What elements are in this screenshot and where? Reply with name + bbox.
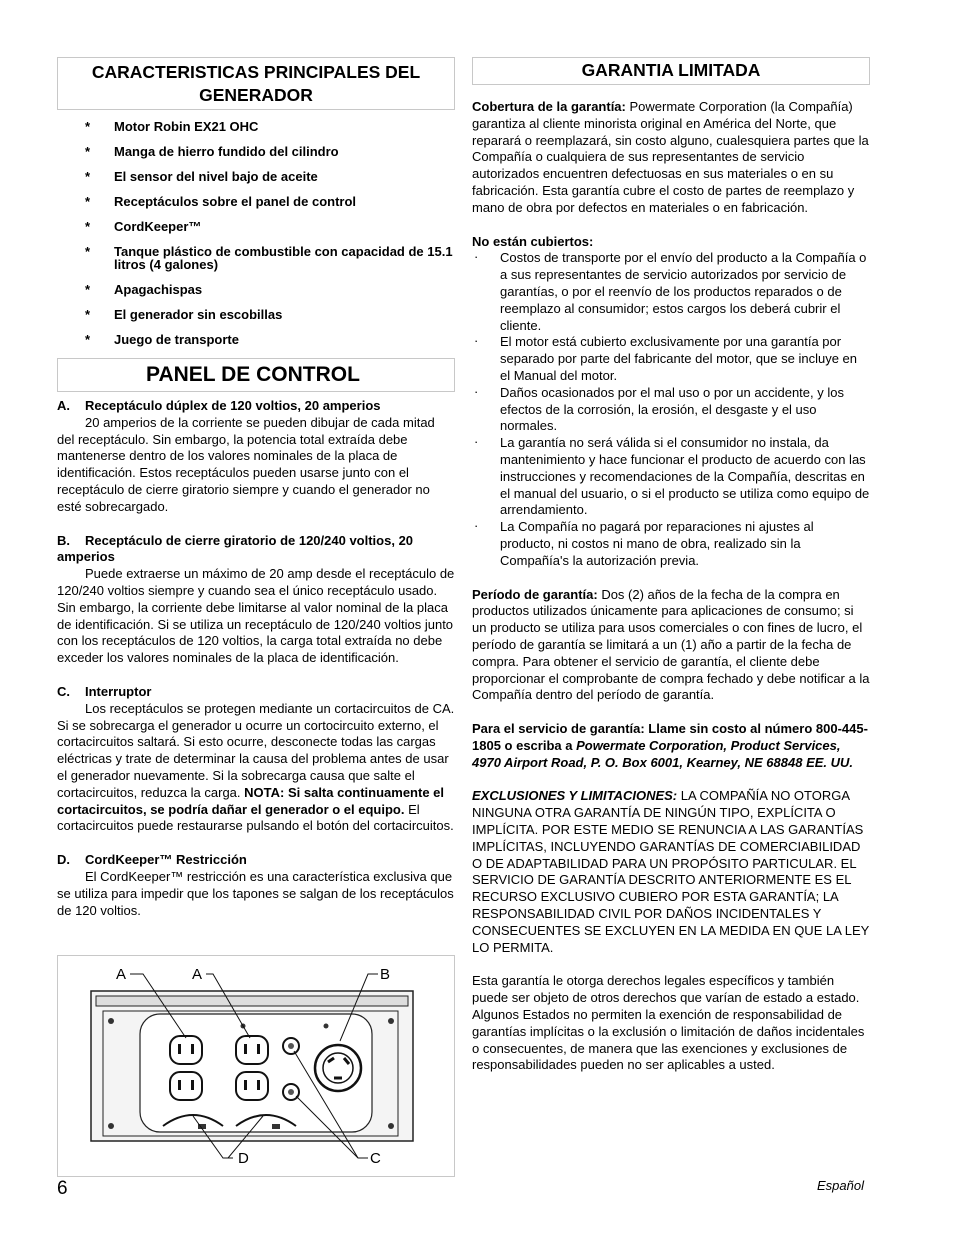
section-d [57,852,455,919]
list-item: · La garantía no será válida si el consumidor no instala, da mantenimiento y hace funcionar el producto de acuerdo con las instrucciones y recomendaciones de la Compañía, descritas en el manual del usuario, o si el producto se utiliza como equipo de arrendamiento. [474,434,870,518]
warranty-not-covered [472,234,870,570]
section-heading: A. Receptáculo dúplex de 120 voltios, 20 amperios [57,398,381,413]
control-panel-illustration [58,956,454,1176]
right-column [472,57,870,1074]
feature-item: * El generador sin escobillas [85,307,283,322]
warranty-service: Para el servicio de garantía: Llame sin costo al número 800-445-1805 o escriba a Powermate Corporation, Product Services, 4970 Airport Road, P. O. Box 6001, Kearney, NE 68848 EE. UU. [472,721,868,770]
section-heading: B. Receptáculo de cierre giratorio de 120/240 voltios, 20 amperios [57,532,414,565]
twist-lock-receptacle-icon [315,1045,361,1091]
figure-label-a: A [192,966,203,983]
section-c [57,684,455,835]
not-covered-label: No están cubiertos: [472,233,594,249]
section-heading: C. Interruptor [57,683,152,699]
list-item: · Costos de transporte por el envío del producto a la Compañía o a sus representantes de servicio autorizados por servicio de garantías, o por el reenvío de los productos reparados o de reemplazo al consumidor; estos cargos los deberá cubrir el cliente. [474,249,867,333]
feature-item: * Receptáculos sobre el panel de control [85,194,357,209]
service-address: Powermate Corporation, Product Services, 4970 Airport Road, P. O. Box 6001, Kearney, NE 68848 EE. UU. [472,737,854,770]
list-item: · El motor está cubierto exclusivamente por una garantía por separado por parte del fabricante del motor, que se incluye en el Manual del motor. [474,333,858,383]
section-b [57,533,455,667]
list-item: · Daños ocasionados por el mal uso o por un accidente, y los efectos de la corrosión, la erosión, el desgaste y el uso normales. [474,383,844,434]
section-body: Los receptáculos se protegen mediante un cortacircuitos de CA. Si se sobrecarga el generador u ocurre un cortocircuito externo, el cortacircuitos saltará. Si esto ocurre, desconecte todas las cargas eléctricas y trate de determinar la causa del problema antes de usar el generador nuevamente. Si la sobrecarga causa que salte el cortacircuitos, reduzca la carga. NOTA: Si salta continuamente el cortacircuitos, se podría dañar el generador o el equipo. El cortacircuitos puede restaurarse pulsando el botón del cortacircuitos. [57,700,455,834]
section-body: 20 amperios de la corriente se pueden dibujar de cada mitad del receptáculo. Sin embargo, la potencia total extraída debe mantenerse dentro de los valores nominales de la placa de identificación. Estos receptáculos pueden usarse junto con el receptáculo de cierre giratorio siempre y cuando el generador no esté sobrecargado. [57,414,435,514]
figure-label-b: B [380,966,391,983]
control-panel-title: PANEL DE CONTROL [57,358,455,392]
figure-label-d: D [238,1150,249,1167]
section-heading: D. CordKeeper™ Restricción [57,852,247,868]
section-a [57,398,455,516]
period-label: Período de garantía: [472,586,598,602]
language-label: Español [817,1178,864,1193]
warranty-period: Período de garantía: Dos (2) años de la fecha de la compra en productos utilizados únicamente para aplicaciones de consumo; si un producto se utiliza para usos comerciales o con fines de lucro, el período de garantía se limitará a un (1) año a partir de la fecha de compra. Para obtener el servicio de garantía, el cliente debe proporcionar el comprobante de compra fechado y debe notificar a la Compañía dentro del período de garantía. [472,586,870,703]
feature-item: * Apagachispas [85,282,203,297]
feature-item: * El sensor del nivel bajo de aceite [85,169,318,184]
exclusions-label: EXCLUSIONES Y LIMITACIONES: [472,788,678,804]
warranty-title: GARANTIA LIMITADA [472,57,870,85]
feature-item: * CordKeeper™ [85,219,202,234]
warranty-exclusions: EXCLUSIONES Y LIMITACIONES: LA COMPAÑÍA NO OTORGA NINGUNA OTRA GARANTÍA DE NINGÚN TIPO, EXPLÍCITA O IMPLÍCITA. POR ESTE MEDIO SE RENUNCIA A LAS GARANTÍAS IMPLÍCITAS, INCLUYENDO GARANTÍAS DE COMERCIABILIDAD O DE ADAPTABILIDAD PARA UN PROPÓSITO PARTICULAR. EL SERVICIO DE GARANTÍA DESCRITO ANTERIORMENTE ES EL RECURSO EXCLUSIVO CUBIERO POR ESTA GARANTÍA; LA RESPONSABILIDAD CIVIL POR DAÑOS INCIDENTALES Y CONSECUENTES SE EXCLUYEN EN LA MEDIDA EN QUE LA LEY LO PERMITA. [472,788,870,955]
features-list [57,120,455,346]
note-bold: NOTA: Si salta continuamente el cortacircuitos, se podría dañar el generador o el equipo. [57,784,445,817]
page-number: 6 [57,1178,68,1199]
control-panel-figure [57,955,455,1177]
figure-label-c: C [370,1150,381,1167]
feature-item: * Motor Robin EX21 OHC [85,119,259,134]
warranty-rights: Esta garantía le otorga derechos legales específicos y también puede ser objeto de otros derechos que varían de estado a estado. Algunos Estados no permiten la exención de responsabilidad de garantías implícitas o la exclusión o limitación de daños incidentales o consecuentes, de manera que las exenciones y exclusiones de responsabilidades pueden no ser aplicables a usted. [472,973,865,1073]
feature-item: * Tanque plástico de combustible con capacidad de 15.1 litros (4 galones) [85,244,453,272]
features-title: CARACTERISTICAS PRINCIPALES DEL GENERADOR [57,57,455,110]
warranty-coverage: Cobertura de la garantía: Powermate Corporation (la Compañía) garantiza al cliente minorista original en América del Norte, que reparará o reemplazará, sin costo alguno, cualesquiera partes que la Compañía o cualquiera de sus representantes de servicio autorizados encuentren defectuosas en sus materiales o en su fabricación. Esta garantía cubre el costo de partes de reemplazo y mano de obra por defectos en materiales o en fabricación. [472,99,869,215]
figure-label-a: A [116,966,127,983]
section-body: Puede extraerse un máximo de 20 amp desde el receptáculo de 120/240 voltios siempre y cuando sea el único receptáculo usado. Sin embargo, la corriente debe limitarse al valor nominal de la placa de identificación. Si se utiliza un receptáculo de 120/240 voltios junto con los receptáculos de 120 voltios, la carga total extraída no debe exceder los valores nominales de la placa de identificación. [57,566,455,666]
coverage-label: Cobertura de la garantía: [472,99,626,114]
list-item: · La Compañía no pagará por reparaciones ni ajustes al producto, ni costos ni mano de obra, realizado sin la Compañía's la autorización previa. [474,518,814,568]
feature-item: * Manga de hierro fundido del cilindro [85,144,339,159]
section-body: El CordKeeper™ restricción es una característica exclusiva que se utiliza para impedir que los tapones se salgan de los receptáculos de 120 voltios. [57,868,454,918]
feature-item: * Juego de transporte [85,332,239,347]
left-column [57,57,455,919]
